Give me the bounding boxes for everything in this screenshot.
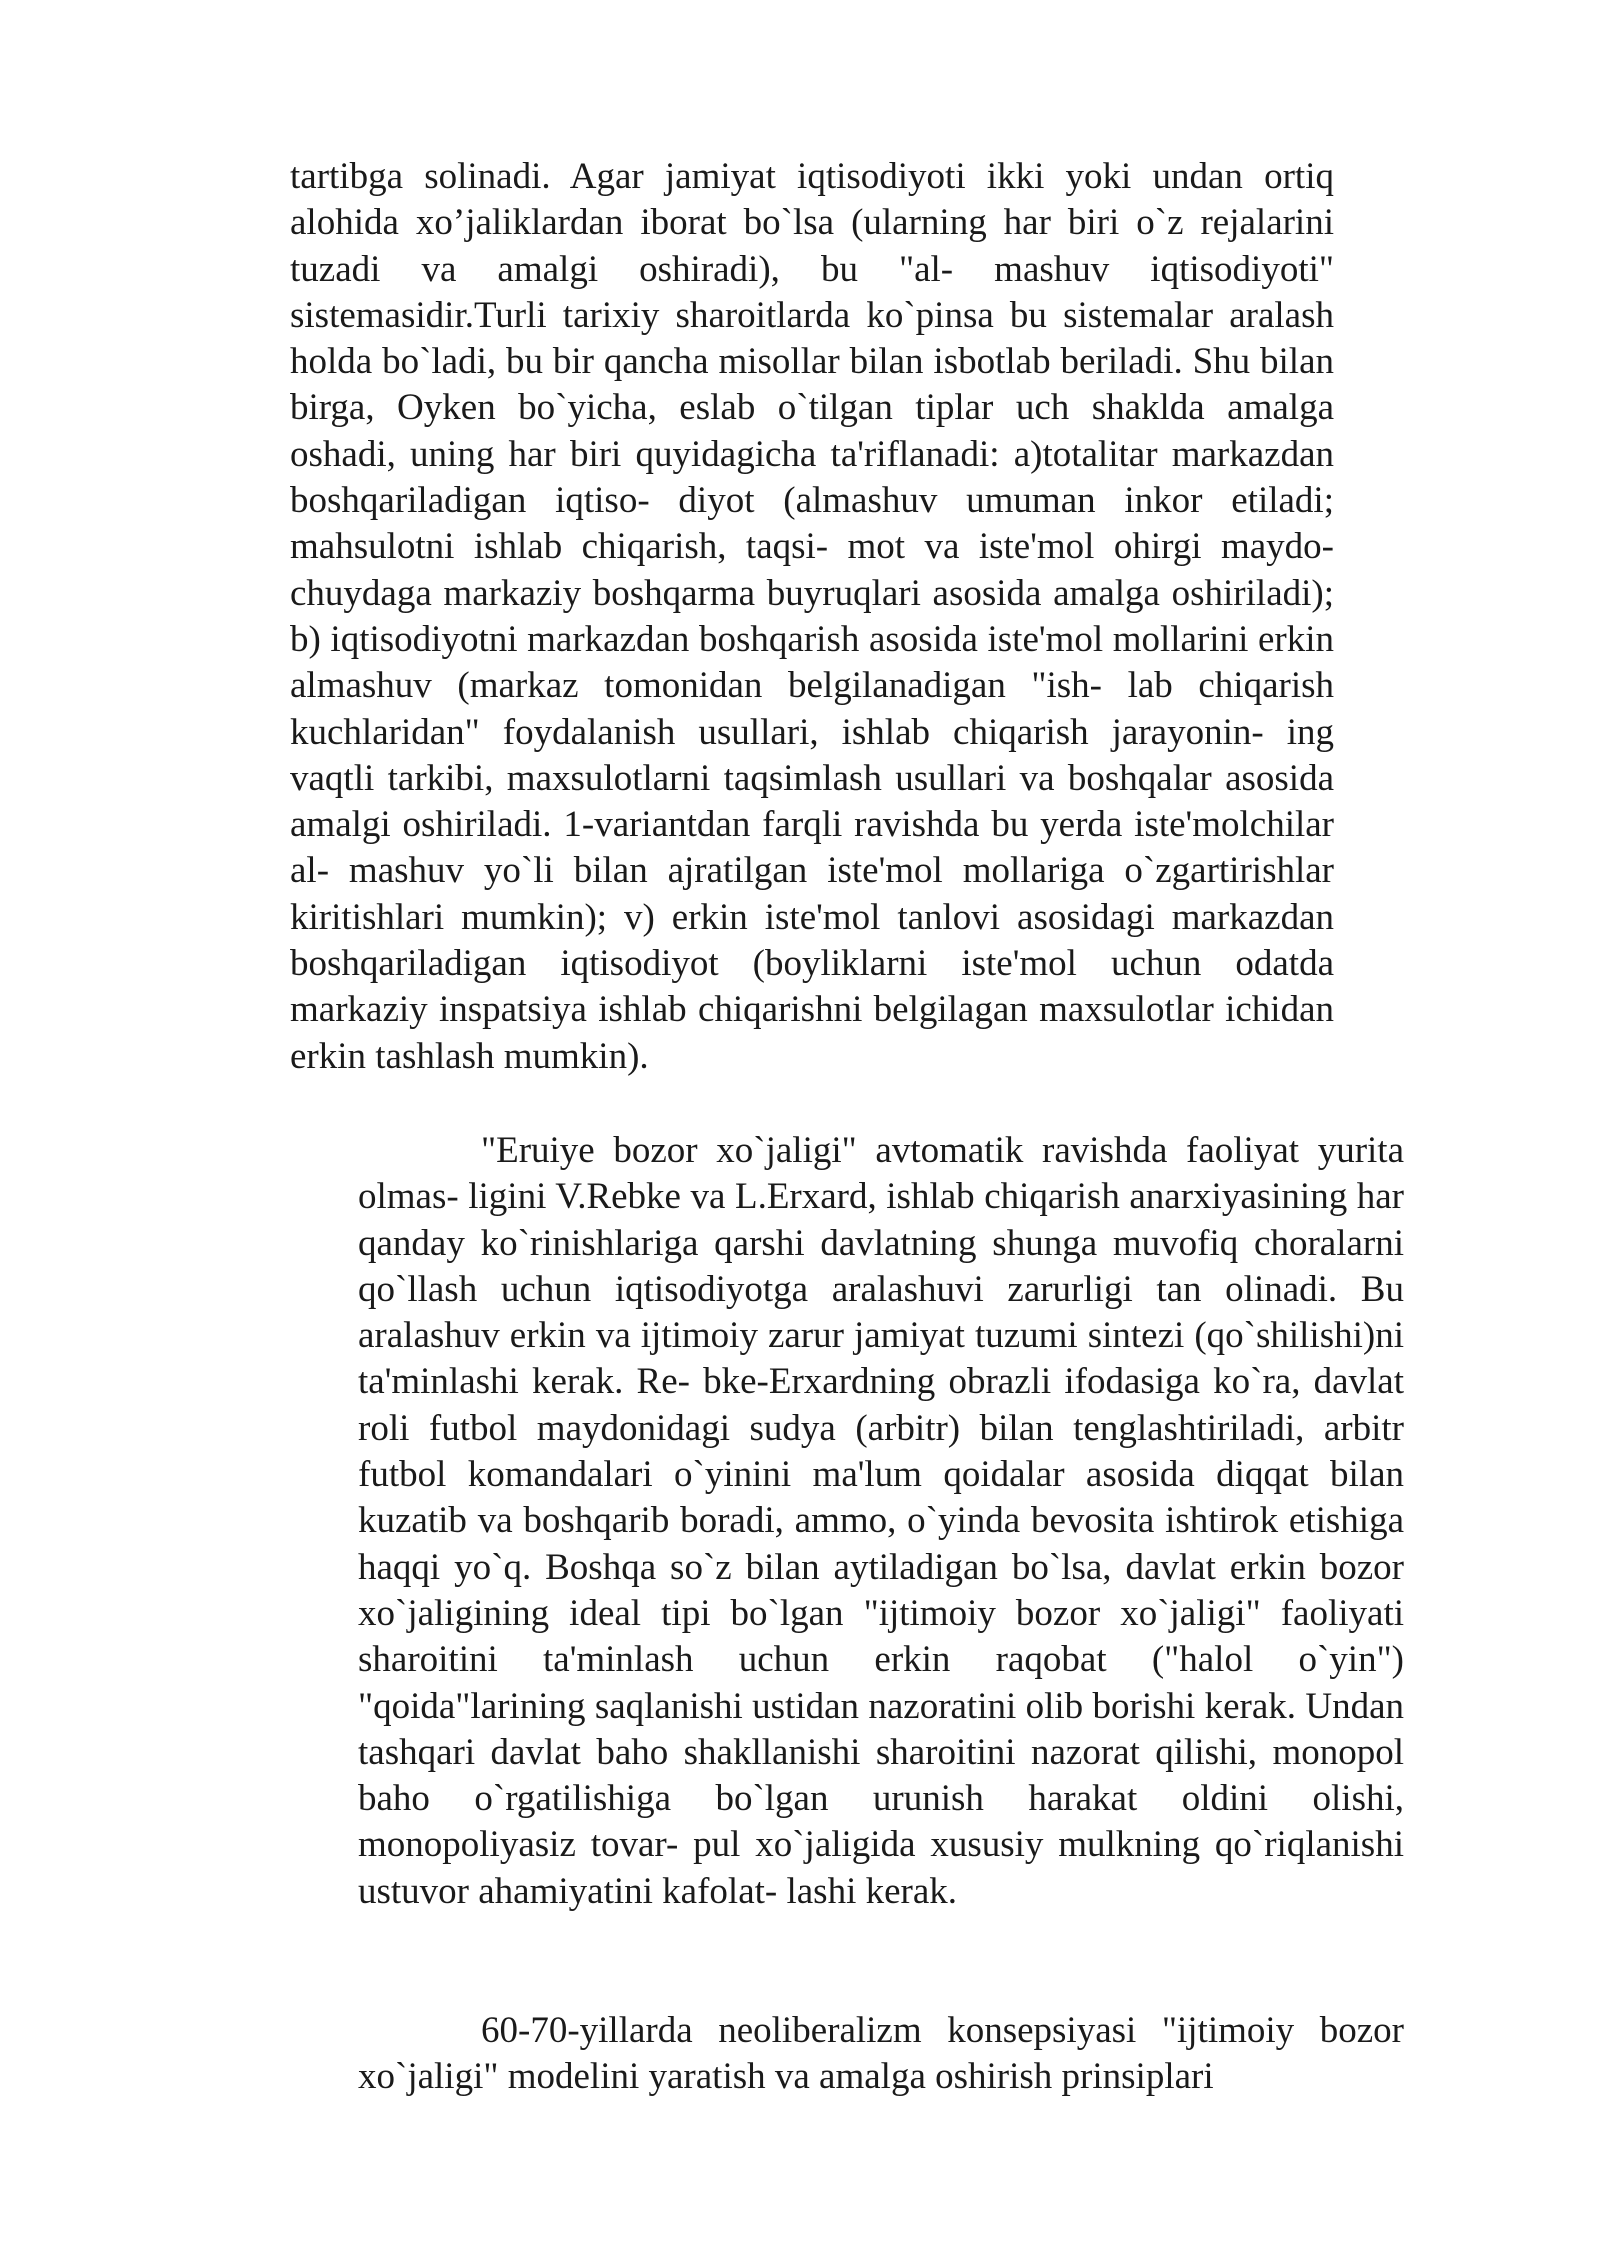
body-paragraph: "Eruiye bozor xo`jaligi" avtomatik ravishda faoliyat yurita olmas- ligini V.Rebke va L.Erxard, ishlab chiqarish anarxiyasining har qanday ko`rinishlariga qarshi davlatning shunga muvofiq choralarni qo`llash uchun iqtisodiyotga aralashuvi zarurligi tan olinadi. Bu aralashuv erkin va ijtimoiy zarur jamiyat tuzumi sintezi (qo`shilishi)ni ta'minlashi kerak. Re- bke-Erxardning obrazli ifodasiga ko`ra, davlat roli futbol maydonidagi sudya (arbitr) bilan tenglashtiriladi, arbitr futbol komandalari o`yinini ma'lum qoidalar asosida diqqat bilan kuzatib va boshqarib boradi, ammo, o`yinda bevosita ishtirok etishiga haqqi yo`q. Boshqa so`z bilan aytiladigan bo`lsa, davlat erkin bozor xo`jaligining ideal tipi bo`lgan "ijtimoiy bozor xo`jaligi" faoliyati sharoitini ta'minlash uchun erkin raqobat ("halol o`yin") "qoida"larining saqlanishi ustidan nazoratini olib borishi kerak. Undan tashqari davlat baho shakllanishi sharoitini nazorat qilishi, monopol baho o`rgatilishiga bo`lgan urunish harakat oldini olishi, monopoliyasiz tovar- pul xo`jaligida xususiy mulkning qo`riqlanishi ustuvor ahamiyatini kafolat- lashi kerak.: [358, 1130, 1404, 1912]
body-paragraph: tartibga solinadi. Agar jamiyat iqtisodiyoti ikki yoki undan ortiq alohida xo’jaliklardan iborat bo`lsa (ularning har biri o`z rejalarini tuzadi va amalgi oshiradi), bu "al- mashuv iqtisodiyoti" sistemasidir.Turli tarixiy sharoitlarda ko`pinsa bu sistemalar aralash holda bo`ladi, bu bir qancha misollar bilan isbotlab beriladi. Shu bilan birga, Oyken bo`yicha, eslab o`tilgan tiplar uch shaklda amalga oshadi, uning har biri quyidagicha ta'riflanadi: a)totalitar markazdan boshqariladigan iqtiso- diyot (almashuv umuman inkor etiladi; mahsulotni ishlab chiqarish, taqsi- mot va iste'mol ohirgi maydo-chuydaga markaziy boshqarma buyruqlari asosida amalga oshiriladi); b) iqtisodiyotni markazdan boshqarish asosida iste'mol mollarini erkin almashuv (markaz tomonidan belgilanadigan "ish- lab chiqarish kuchlaridan" foydalanish usullari, ishlab chiqarish jarayonin- ing vaqtli tarkibi, maxsulotlarni taqsimlash usullari va boshqalar asosida amalgi oshiriladi. 1-variantdan farqli ravishda bu yerda iste'molchilar al- mashuv yo`li bilan ajratilgan iste'mol mollariga o`zgartirishlar kiritishlari mumkin); v) erkin iste'mol tanlovi asosidagi markazdan boshqariladigan iqtisodiyot (boyliklarni iste'mol uchun odatda markaziy inspatsiya ishlab chiqarishni belgilagan maxsulotlar ichidan erkin tashlash mumkin).: [290, 156, 1334, 1077]
body-paragraph: 60-70-yillarda neoliberalizm konsepsiyasi "ijtimoiy bozor xo`jaligi" modelini yaratish va amalga oshirish prinsiplari: [358, 2010, 1404, 2098]
